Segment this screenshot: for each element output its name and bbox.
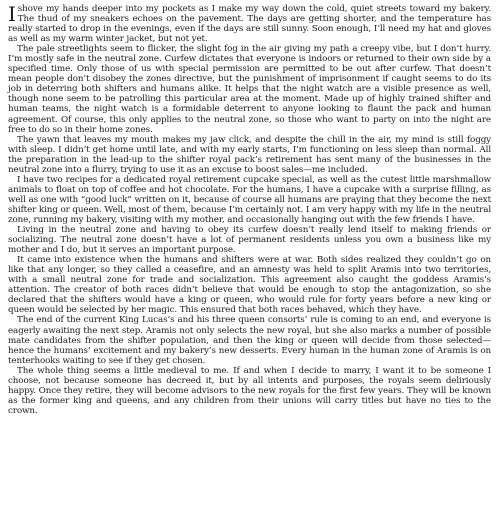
paragraph-6: It came into existence when the humans and shifters were at war. Both sides realized they couldn’t go on like that any longer, so they called a ceasefire, and an amnesty was held to split Aramis into two territories, with a small neutral zone for trade and socialization. This agreement also caught the goddess Aramis’s attention. The creator of both races didn’t believe that would be enough to stop the antagonization, so she declared that the shifters would have a king or queen, who would rule for forty years before a new king or queen would be selected by her magic. This ensured that both races behaved, which they have. (8, 255, 491, 316)
paragraph-4: I have two recipes for a dedicated royal retirement cupcake special, as well as the cutest little marshmallow animals to float on top of coffee and hot chocolate. For the humans, I have a cupcake with a surprise filling, as well as one with “good luck” written on it, because of course all humans are praying that they become the next shifter king or queen. Well, most of them, because I’m certainly not. I am very happy with my life in the neutral zone, running my bakery, visiting with my mother, and occasionally hanging out with the few friends I have. (8, 174, 491, 225)
paragraph-3: The yawn that leaves my mouth makes my jaw click, and despite the chill in the air, my mind is still foggy with sleep. I didn’t get home until late, and with my early starts, I’m functioning on less sleep than normal. All the preparation in the lead-up to the shifter royal pack’s retirement has sent many of the businesses in the neutral zone into a flurry, trying to use it as an excuse to boost sales—me included. (8, 134, 491, 175)
paragraph-1 (8, 4, 491, 44)
paragraph-1-text: shove my hands deeper into my pockets as I make my way down the cold, quiet streets toward my bakery. The thud of my sneakers echoes on the pavement. The days are getting shorter, and the temperature has really started to drop in the evenings, even if the days are still sunny. Soon enough, I’ll need my hat and gloves as well as my warm winter jacket, but not yet. (8, 4, 491, 45)
paragraph-2: The pale streetlights seem to flicker, the slight fog in the air giving my path a creepy vibe, but I don’t hurry. I’m mostly safe in the neutral zone. Curfew dictates that everyone is indoors or returned to their own side by a specified time. Only those of us with special permission are permitted to be out after curfew. That doesn’t mean people don’t disobey the zones directive, but the punishment of imprisonment if caught seems to do its job in deterring both shifters and humans alike. It helps that the night watch are a visible presence as well, though none seem to be patrolling this particular area at the moment. Made up of highly trained shifter and human teams, the night watch is a formidable deterrent to anyone looking to flaunt the pack and human agreement. Of course, this only applies to the neutral zone, so those who want to party on into the night are free to do so in their home zones. (8, 44, 491, 135)
drop-cap: I (8, 2, 16, 26)
paragraph-7: The end of the current King Lucas’s and his three queen consorts’ rule is coming to an end, and everyone is eagerly awaiting the next step. Aramis not only selects the new royal, but she also marks a number of possible mate candidates from the shifter population, and then the king or queen will decide from those selected—hence the humans’ excitement and my bakery’s new desserts. Every human in the human zone of Aramis is on tenterhooks waiting to see if they get chosen. (8, 315, 491, 366)
paragraph-8: The whole thing seems a little medieval to me. If and when I decide to marry, I want it to be someone I choose, not because someone has decreed it, but by all intents and purposes, the royals seem deliriously happy. Once they retire, they will become advisors to the new royals for the first few years. They will be known as the former king and queens, and any children from their unions will carry titles but have no ties to the crown. (8, 365, 491, 416)
paragraph-5: Living in the neutral zone and having to obey its curfew doesn’t really lend itself to making friends or socializing. The neutral zone doesn’t have a lot of permanent residents unless you own a business like my mother and I do, but it serves an important purpose. (8, 225, 491, 256)
